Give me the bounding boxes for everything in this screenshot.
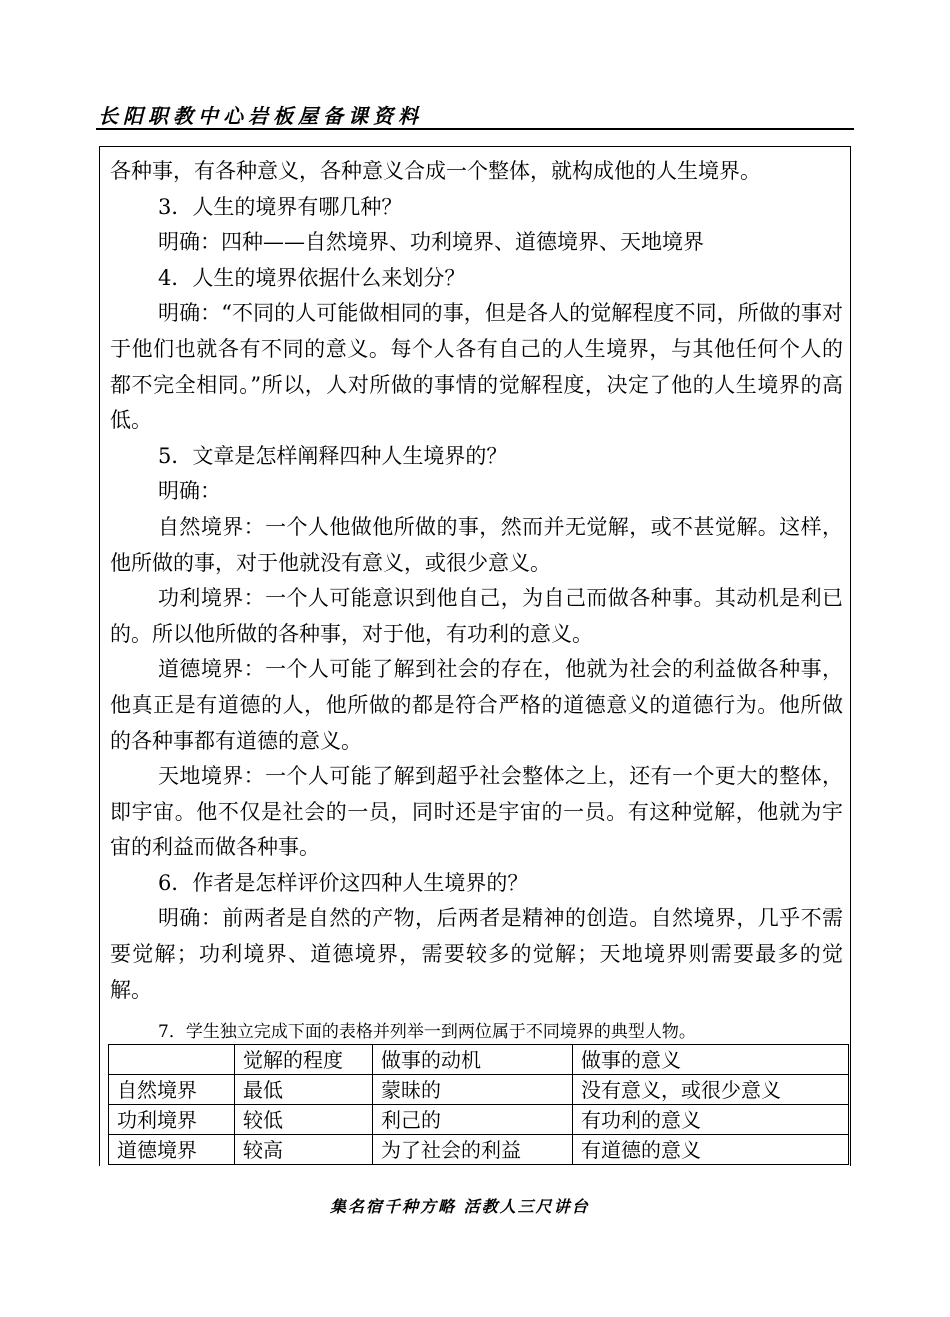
table-cell: 蒙昧的 bbox=[373, 1075, 573, 1105]
realm-heaven-earth: 天地境界：一个人可能了解到超乎社会整体之上，还有一个更大的整体，即宇宙。他不仅是社会的一员，同时还是宇宙的一员。有这种觉解，他就为宇宙的利益而做各种事。 bbox=[110, 764, 843, 860]
realm-moral: 道德境界：一个人可能了解到社会的存在，他就为社会的利益做各种事，他真正是有道德的人，他所做的都是符合严格的道德意义的道德行为。他所做的各种事都有道德的意义。 bbox=[110, 657, 843, 753]
table-header-row bbox=[109, 1045, 849, 1075]
table-header-cell bbox=[109, 1045, 235, 1075]
paragraph: 各种事，有各种意义，各种意义合成一个整体，就构成他的人生境界。 bbox=[110, 159, 761, 183]
table-cell: 利己的 bbox=[373, 1105, 573, 1135]
table-row bbox=[109, 1135, 849, 1165]
table-row bbox=[109, 1105, 849, 1135]
header-rule bbox=[96, 128, 854, 130]
table-cell: 最低 bbox=[235, 1075, 373, 1105]
lesson-content bbox=[110, 154, 843, 1008]
realm-table bbox=[108, 1044, 849, 1165]
table-cell: 为了社会的利益 bbox=[373, 1135, 573, 1165]
table-caption: 7．学生独立完成下面的表格并列举一到两位属于不同境界的典型人物。 bbox=[158, 1022, 696, 1042]
table-header-cell: 觉解的程度 bbox=[235, 1045, 373, 1075]
question-5: 5．文章是怎样阐释四种人生境界的？ bbox=[158, 443, 508, 468]
header-title: 长阳职教中心岩板屋备课资料 bbox=[98, 104, 423, 128]
answer-5-label: 明确： bbox=[158, 479, 221, 504]
table-cell: 有道德的意义 bbox=[573, 1135, 849, 1165]
realm-natural: 自然境界：一个人他做他所做的事，然而并无觉解，或不甚觉解。这样，他所做的事，对于他就没有意义，或很少意义。 bbox=[110, 514, 843, 575]
realm-utilitarian: 功利境界：一个人可能意识到他自己，为自己而做各种事。其动机是利已的。所以他所做的各种事，对于他，有功利的意义。 bbox=[110, 586, 843, 646]
question-4: 4．人生的境界依据什么来划分？ bbox=[158, 265, 466, 290]
question-6: 6．作者是怎样评价这四种人生境界的？ bbox=[158, 870, 529, 895]
footer-motto: 集名宿千种方略 活教人三尺讲台 bbox=[330, 1197, 590, 1216]
table-header-cell: 做事的动机 bbox=[373, 1045, 573, 1075]
table-cell: 较低 bbox=[235, 1105, 373, 1135]
table-cell: 功利境界 bbox=[109, 1105, 235, 1135]
table-cell: 较高 bbox=[235, 1135, 373, 1165]
answer-3: 明确：四种——自然境界、功利境界、道德境界、天地境界 bbox=[158, 230, 704, 255]
table-cell: 自然境界 bbox=[109, 1075, 235, 1105]
question-3: 3．人生的境界有哪几种？ bbox=[158, 194, 403, 219]
table-cell: 没有意义，或很少意义 bbox=[573, 1075, 849, 1105]
table-cell: 有功利的意义 bbox=[573, 1105, 849, 1135]
table-header-cell: 做事的意义 bbox=[573, 1045, 849, 1075]
answer-6: 明确：前两者是自然的产物，后两者是精神的创造。自然境界，几乎不需要觉解；功利境界、道德境界，需要较多的觉解；天地境界则需要最多的觉解。 bbox=[110, 906, 843, 1002]
table-cell: 道德境界 bbox=[109, 1135, 235, 1165]
table-row bbox=[109, 1075, 849, 1105]
answer-4: 明确：“不同的人可能做相同的事，但是各人的觉解程度不同，所做的事对于他们也就各有不同的意义。每个人各有自己的人生境界，与其他任何个人的都不完全相同。”所以，人对所做的事情的觉解程度，决定了他的人生境界的高低。 bbox=[110, 301, 843, 433]
